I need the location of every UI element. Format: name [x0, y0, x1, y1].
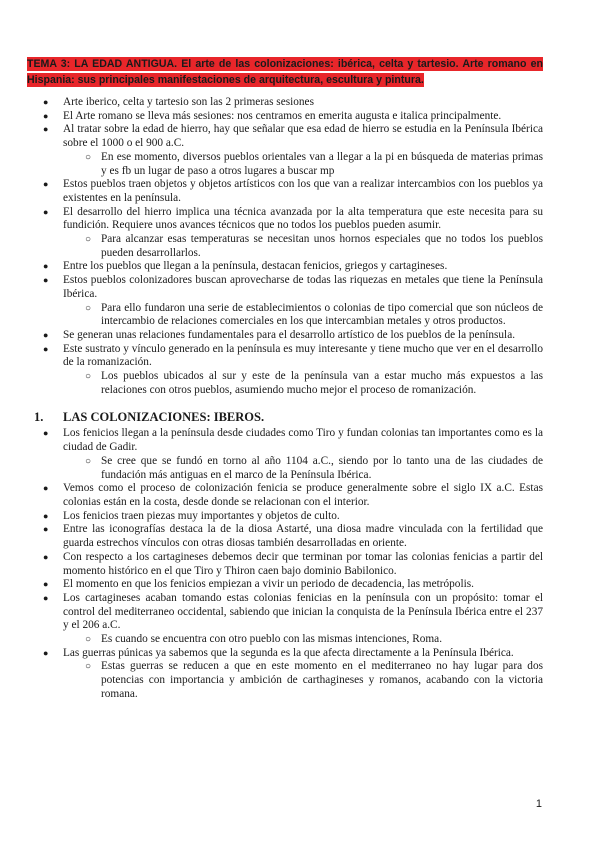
sub-list-item: ○ Se cree que se fundó en torno al año 1104 a.C., siendo por lo tanto una de las ciudades de fundación más antiguas en el marco de la Península Ibérica. — [85, 454, 543, 481]
list-item: ● Estos pueblos colonizadores buscan aprovecharse de todas las riquezas en metales que tiene la Península Ibérica. — [43, 274, 543, 300]
bullet-icon: ● — [43, 428, 49, 439]
bullet-icon: ● — [43, 483, 49, 494]
bullet-icon: ● — [43, 206, 49, 217]
section-heading-text: LAS COLONIZACIONES: IBEROS. — [63, 410, 265, 425]
list-item: ● Los cartagineses acaban tomando estas colonias fenicias en la península con un propósito: tomar el control del mediterraneo occidental, sabiendo que inician la conquista de la Península Ibérica entre el 237 y el 206 a.C. — [43, 591, 543, 632]
list-item: ● Los fenicios traen piezas muy importantes y objetos de culto. — [43, 509, 340, 522]
bullet-icon: ● — [43, 579, 49, 590]
intro-list — [27, 96, 543, 397]
list-item: ● El desarrollo del hierro implica una técnica avanzada por la alta temperatura que este necesita para su fundición. Requiere unos avances técnicos que no todos los pueblos pueden asumir. — [43, 205, 543, 232]
sub-list-item: ○ En ese momento, diversos pueblos orientales van a llegar a la pi en búsqueda de materias primas y es fb un lugar de paso a otros lugares a buscar mp — [85, 150, 543, 177]
bullet-icon: ● — [43, 329, 49, 340]
section-number: 1. — [34, 410, 44, 425]
list-item: ● Los fenicios llegan a la península desde ciudades como Tiro y fundan colonias tan importantes como es la ciudad de Gadir. — [43, 427, 543, 454]
circle-bullet-icon: ○ — [85, 661, 92, 673]
list-item: ● Este sustrato y vínculo generado en la península es muy interesante y tiene mucho que ver en el desarrollo de la romanización. — [43, 342, 543, 369]
list-item: ● Arte iberico, celta y tartesio son las 2 primeras sesiones — [43, 96, 314, 108]
list-item: ● Se generan unas relaciones fundamentales para el desarrollo artístico de los pueblos de la península. — [43, 328, 516, 341]
circle-bullet-icon: ○ — [85, 634, 92, 646]
circle-bullet-icon: ○ — [85, 234, 92, 246]
list-item: ● Las guerras púnicas ya sabemos que la segunda es la que afecta directamente a la Península Ibérica. — [43, 646, 514, 659]
bullet-icon: ● — [43, 551, 49, 562]
list-item: ● Entre las iconografías destaca la de la diosa Astarté, una diosa madre vinculada con la fertilidad que guarda estrechos vínculos con otras diosas también desarrolladas en oriente. — [43, 523, 543, 550]
bullet-icon: ● — [43, 97, 49, 107]
circle-bullet-icon: ○ — [85, 455, 92, 467]
circle-bullet-icon: ○ — [85, 151, 92, 163]
list-item: ● Con respecto a los cartagineses debemos decir que terminan por tomar las colonias fenicias a partir del momento histórico en el que Tiro y Thiron caen bajo dominio Babilonico. — [43, 550, 543, 577]
bullet-icon: ● — [43, 510, 49, 521]
circle-bullet-icon: ○ — [85, 371, 92, 383]
bullet-icon: ● — [43, 592, 49, 603]
bullet-icon: ● — [43, 275, 49, 286]
sub-list-item: ○ Estas guerras se reducen a que en este momento en el mediterraneo no hay lugar para dos potencias con importancia y ambición de carthagineses y romanos, acabando con la victoria romana. — [85, 660, 543, 700]
sub-list-item: ○ Para alcanzar esas temperaturas se necesitan unos hornos especiales que no todos los pueblos pueden desarrollarlos. — [85, 233, 543, 259]
bullet-icon: ● — [43, 124, 49, 135]
bullet-icon: ● — [43, 524, 49, 535]
bullet-icon: ● — [43, 343, 49, 354]
page-title — [27, 56, 543, 88]
list-item: ● Estos pueblos traen objetos y objetos artísticos con los que van a realizar intercambios con los pueblos ya existentes en la península. — [43, 178, 543, 204]
title-highlight: TEMA 3: LA EDAD ANTIGUA. El arte de las colonizaciones: ibérica, celta y tartesio. Arte romano en Hispania: sus principales manifestaciones de arquitectura, escultura y pintura. — [27, 58, 543, 86]
page-number: 1 — [535, 798, 542, 810]
sub-list-item: ○ Es cuando se encuentra con otro pueblo con las mismas intenciones, Roma. — [85, 633, 443, 646]
list-item: ● Entre los pueblos que llegan a la península, destacan fenicios, griegos y cartagineses. — [43, 260, 448, 273]
list-item: ● Al tratar sobre la edad de hierro, hay que señalar que esa edad de hierro se estudia en la Península Ibérica sobre el 1000 o el 900 a.C. — [43, 123, 543, 150]
bullet-icon: ● — [43, 261, 49, 272]
list-item: ● Vemos como el proceso de colonización fenicia se produce generalmente sobre el siglo IX a.C. Estas colonias están en la costa, desde donde se relacionan con el interior. — [43, 482, 543, 508]
list-item: ● El momento en que los fenicios empiezan a vivir un periodo de decadencia, las metrópolis. — [43, 578, 474, 591]
document-body — [27, 96, 543, 702]
sub-list-item: ○ Los pueblos ubicados al sur y este de la península van a estar mucho más expuestos a las relaciones con otros pueblos, asumiendo mucho mejor el proceso de romanización. — [85, 370, 543, 396]
list-item: ● El Arte romano se lleva más sesiones: nos centramos en emerita augusta e italica principalmente. — [43, 109, 502, 122]
bullet-icon: ● — [43, 647, 49, 658]
sub-list-item: ○ Para ello fundaron una serie de establecimientos o colonias de tipo comercial que son núcleos de intercambio de relaciones comerciales en los que intercambian metales y otros productos. — [85, 301, 543, 328]
circle-bullet-icon: ○ — [85, 302, 92, 314]
bullet-icon: ● — [43, 110, 49, 121]
section-heading — [27, 409, 543, 425]
bullet-icon: ● — [43, 179, 49, 190]
section-list — [27, 427, 543, 701]
